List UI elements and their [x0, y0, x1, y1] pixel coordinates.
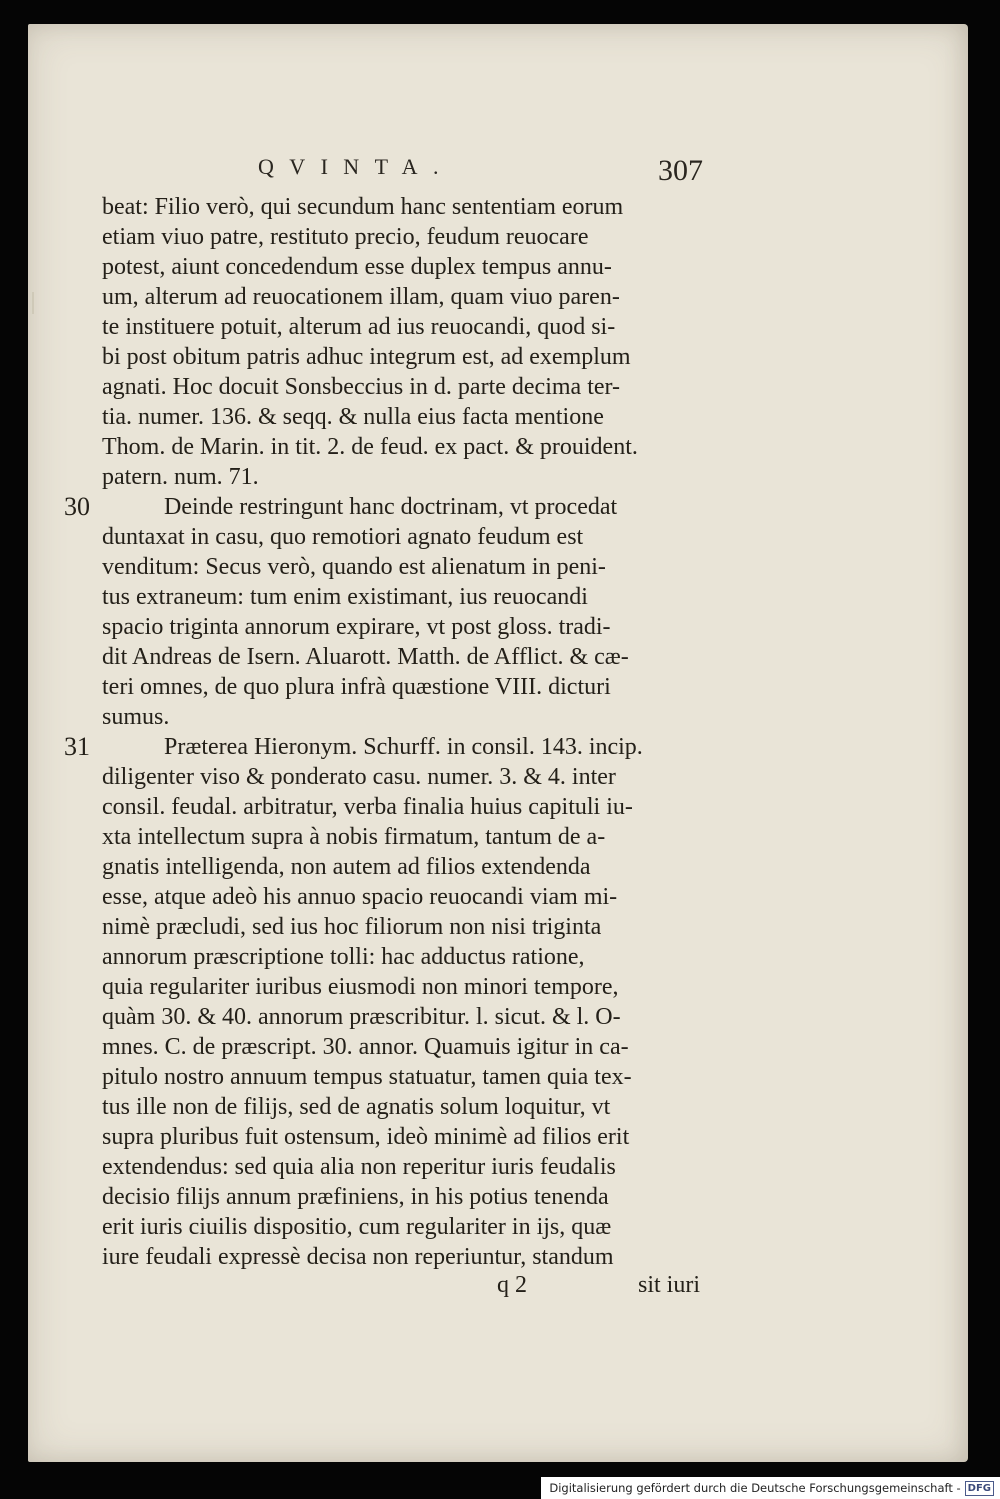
- text-line: annorum præscriptione tolli: hac adductus ratione,: [102, 944, 585, 970]
- text-line: esse, atque adeò his annuo spacio reuocandi viam mi-: [102, 884, 618, 910]
- funding-notice: [541, 1477, 1000, 1499]
- text-line: Deinde restringunt hanc doctrinam, vt procedat: [164, 494, 618, 520]
- text-line: nimè præcludi, sed ius hoc filiorum non nisi triginta: [102, 914, 602, 940]
- text-line: iure feudali expressè decisa non reperiuntur, standum: [102, 1244, 614, 1270]
- text-line: mnes. C. de præscript. 30. annor. Quamuis igitur in ca-: [102, 1034, 629, 1060]
- text-line: dit Andreas de Isern. Aluarott. Matth. de Afflict. & cæ-: [102, 644, 629, 670]
- text-line: Præterea Hieronym. Schurff. in consil. 143. incip.: [164, 734, 643, 760]
- text-line: tia. numer. 136. & seqq. & nulla eius facta mentione: [102, 404, 604, 430]
- text-line: agnati. Hoc docuit Sonsbeccius in d. parte decima ter-: [102, 374, 621, 400]
- body-text: [64, 192, 710, 1272]
- page-number: 307: [658, 154, 703, 187]
- text-line: etiam viuo patre, restituto precio, feudum reuocare: [102, 224, 589, 250]
- text-line: um, alterum ad reuocationem illam, quam viuo paren-: [102, 284, 620, 310]
- paragraph-1: [102, 192, 710, 492]
- text-line: tus extraneum: tum enim existimant, ius reuocandi: [102, 584, 588, 610]
- text-line: sumus.: [102, 704, 170, 730]
- paragraph-31: [64, 732, 710, 1272]
- text-line: consil. feudal. arbitratur, verba finalia huius capituli iu-: [102, 794, 633, 820]
- text-line: te instituere potuit, alterum ad ius reuocandi, quod si-: [102, 314, 616, 340]
- funding-notice-text: Digitalisierung gefördert durch die Deutsche Forschungsgemeinschaft -: [549, 1481, 961, 1495]
- text-line: spacio triginta annorum expirare, vt post gloss. tradi-: [102, 614, 611, 640]
- book-page: [28, 24, 968, 1462]
- text-line: tus ille non de filijs, sed de agnatis solum loquitur, vt: [102, 1094, 611, 1120]
- margin-number-31: 31: [64, 732, 90, 761]
- text-line: xta intellectum supra à nobis firmatum, tantum de a-: [102, 824, 606, 850]
- text-line: teri omnes, de quo plura infrà quæstione VIII. dicturi: [102, 674, 611, 700]
- text-line: pitulo nostro annuum tempus statuatur, tamen quia tex-: [102, 1064, 632, 1090]
- text-line: venditum: Secus verò, quando est alienatum in peni-: [102, 554, 606, 580]
- catchword: sit iuri: [637, 1272, 700, 1298]
- paragraph-30: [64, 492, 710, 732]
- margin-number-30: 30: [64, 492, 90, 521]
- text-line: diligenter viso & ponderato casu. numer. 3. & 4. inter: [102, 764, 616, 790]
- text-line: quia regulariter iuribus eiusmodi non minori tempore,: [102, 974, 619, 1000]
- text-line: quàm 30. & 40. annorum præscribitur. l. sicut. & l. O-: [102, 1004, 621, 1030]
- running-title: QVINTA.: [258, 154, 454, 179]
- text-line: bi post obitum patris adhuc integrum est, ad exemplum: [102, 344, 631, 370]
- dfg-logo-icon: DFG: [965, 1481, 994, 1496]
- text-line: erit iuris ciuilis dispositio, cum regulariter in ijs, quæ: [102, 1214, 612, 1240]
- text-line: beat: Filio verò, qui secundum hanc sententiam eorum: [102, 194, 624, 220]
- text-line: supra pluribus fuit ostensum, ideò minimè ad filios erit: [102, 1124, 630, 1150]
- text-line: gnatis intelligenda, non autem ad filios extendenda: [102, 854, 591, 880]
- signature-mark: q 2: [497, 1272, 527, 1298]
- text-line: decisio filijs annum præfiniens, in his potius tenenda: [102, 1184, 609, 1210]
- page-edge-mark: [32, 292, 34, 314]
- text-line: patern. num. 71.: [102, 464, 259, 490]
- text-line: potest, aiunt concedendum esse duplex tempus annu-: [102, 254, 612, 280]
- text-line: extendendus: sed quia alia non reperitur iuris feudalis: [102, 1154, 616, 1180]
- text-line: duntaxat in casu, quo remotiori agnato feudum est: [102, 524, 584, 550]
- text-line: Thom. de Marin. in tit. 2. de feud. ex pact. & prouident.: [102, 434, 638, 460]
